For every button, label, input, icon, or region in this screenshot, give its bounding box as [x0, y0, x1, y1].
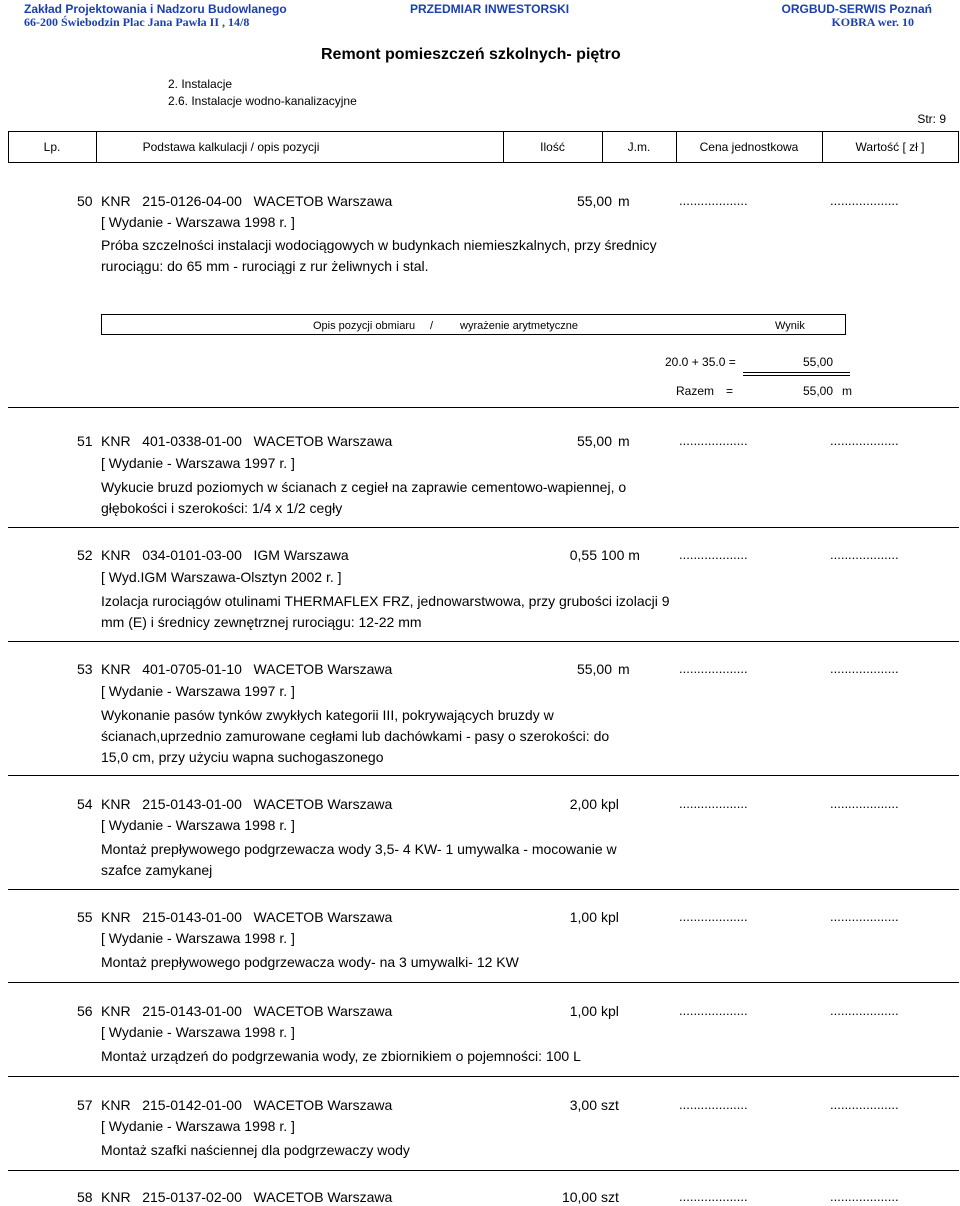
unit-price-placeholder: ...................: [679, 661, 748, 676]
company-name: Zakład Projektowania i Nadzoru Budowlanego: [24, 2, 287, 16]
position-edition: [ Wydanie - Warszawa 1998 r. ]: [101, 214, 295, 230]
position-lp: 52: [77, 547, 93, 563]
position-code: KNR 215-0142-01-00 WACETOB Warszawa: [101, 1097, 393, 1113]
position-qty: 55,00: [576, 433, 612, 449]
position-separator: [8, 889, 959, 890]
measurement-col-result: Wynik: [775, 320, 805, 332]
position-qty: 3,00: [569, 1097, 597, 1113]
measurement-result: 55,00: [803, 355, 834, 369]
position-edition: [ Wydanie - Warszawa 1998 r. ]: [101, 817, 295, 833]
position-qty: 1,00: [569, 1003, 597, 1019]
position-description: Izolacja rurociągów otulinami THERMAFLEX FRZ, jednowarstwowa, przy grubości izolacji 9 mm (E) i średnicy zewnętrznej rurociągu: 12-22 mm: [101, 593, 670, 630]
position-qty: 55,00: [576, 661, 612, 677]
position-unit: szt: [601, 1097, 619, 1113]
value-placeholder: ...................: [830, 661, 899, 676]
position-description: Próba szczelności instalacji wodociągowych w budynkach niemieszkalnych, przy średnicy rurociągu: do 65 mm - rurociągi z rur żeliwnych i stal.: [101, 237, 657, 274]
position-separator: [8, 982, 959, 983]
position-separator: [8, 527, 959, 528]
measurement-total-label: Razem: [676, 384, 715, 398]
position-unit: kpl: [601, 796, 619, 812]
value-placeholder: ...................: [830, 1003, 899, 1018]
position-code: KNR 401-0705-01-10 WACETOB Warszawa: [101, 661, 393, 677]
position-lp: 51: [77, 433, 93, 449]
position-separator: [8, 1076, 959, 1077]
doc-type: PRZEDMIAR INWESTORSKI: [410, 2, 570, 16]
col-price: Cena jednostkowa: [699, 140, 799, 154]
col-lp: Lp.: [43, 140, 61, 154]
value-placeholder: ...................: [830, 796, 899, 811]
unit-price-placeholder: ...................: [679, 1189, 748, 1204]
measurement-col-sep: /: [430, 320, 434, 332]
value-placeholder: ...................: [830, 909, 899, 924]
position-code: KNR 215-0126-04-00 WACETOB Warszawa: [101, 193, 393, 209]
value-placeholder: ...................: [830, 433, 899, 448]
position-unit: m: [618, 661, 630, 677]
position-edition: [ Wyd.IGM Warszawa-Olsztyn 2002 r. ]: [101, 569, 342, 585]
position-edition: [ Wydanie - Warszawa 1997 r. ]: [101, 683, 295, 699]
position-code: KNR 215-0137-02-00 WACETOB Warszawa: [101, 1189, 393, 1205]
position-lp: 58: [77, 1189, 93, 1205]
section-label: 2. Instalacje: [168, 77, 233, 91]
measurement-col-desc: Opis pozycji obmiaru: [313, 320, 416, 332]
position-code: KNR 034-0101-03-00 IGM Warszawa: [101, 547, 349, 563]
unit-price-placeholder: ...................: [679, 909, 748, 924]
position-description: Montaż urządzeń do podgrzewania wody, ze zbiornikiem o pojemności: 100 L: [101, 1048, 581, 1064]
unit-price-placeholder: ...................: [679, 547, 748, 562]
position-code: KNR 215-0143-01-00 WACETOB Warszawa: [101, 1003, 393, 1019]
document-title: Remont pomieszczeń szkolnych- piętro: [321, 46, 621, 63]
position-code: KNR 215-0143-01-00 WACETOB Warszawa: [101, 796, 393, 812]
value-placeholder: ...................: [830, 193, 899, 208]
position-lp: 53: [77, 661, 93, 677]
position-unit: szt: [601, 1189, 619, 1205]
software-vendor: ORGBUD-SERWIS Poznań: [781, 2, 932, 16]
value-placeholder: ...................: [830, 1189, 899, 1204]
value-placeholder: ...................: [830, 547, 899, 562]
unit-price-placeholder: ...................: [679, 433, 748, 448]
position-qty: 10,00: [561, 1189, 597, 1205]
position-edition: [ Wydanie - Warszawa 1998 r. ]: [101, 1118, 295, 1134]
position-separator: [8, 1170, 959, 1171]
position-unit: kpl: [601, 1003, 619, 1019]
position-separator: [8, 641, 959, 642]
measurement-total-unit: m: [842, 384, 852, 398]
position-unit: m: [618, 433, 630, 449]
position-separator: [8, 407, 959, 408]
position-unit: m: [618, 193, 630, 209]
col-qty: Ilość: [540, 140, 565, 154]
position-description: Montaż prepływowego podgrzewacza wody 3,5- 4 KW- 1 umywalka - mocowanie w szafce zamykanej: [101, 841, 617, 878]
position-lp: 50: [77, 193, 93, 209]
position-lp: 55: [77, 909, 93, 925]
position-unit: 100 m: [601, 547, 640, 563]
position-description: Montaż szafki naściennej dla podgrzewaczy wody: [101, 1142, 410, 1158]
software-version: KOBRA wer. 10: [831, 15, 914, 29]
position-lp: 56: [77, 1003, 93, 1019]
unit-price-placeholder: ...................: [679, 796, 748, 811]
company-address: 66-200 Świebodzin Plac Jana Pawła II , 14/8: [24, 15, 250, 29]
position-lp: 54: [77, 796, 93, 812]
position-qty: 1,00: [569, 909, 597, 925]
measurement-expression: 20.0 + 35.0 =: [665, 355, 736, 369]
position-unit: kpl: [601, 909, 619, 925]
measurement-col-expr: wyrażenie arytmetyczne: [460, 320, 578, 332]
position-qty: 2,00: [569, 796, 597, 812]
position-description: Wykonanie pasów tynków zwykłych kategorii III, pokrywających bruzdy w ścianach,uprzednio zamurowane cegłami lub dachówkami - pasy o szerokości: do 15,0 cm, przy użyciu wapna suchogaszonego: [101, 707, 610, 765]
position-description: Montaż prepływowego podgrzewacza wody- na 3 umywalki- 12 KW: [101, 954, 519, 970]
col-basis: Podstawa kalkulacji / opis pozycji: [142, 140, 320, 154]
position-qty: 0,55: [569, 547, 597, 563]
page-number: Str: 9: [917, 112, 946, 126]
position-edition: [ Wydanie - Warszawa 1998 r. ]: [101, 1024, 295, 1040]
position-lp: 57: [77, 1097, 93, 1113]
subsection-label: 2.6. Instalacje wodno-kanalizacyjne: [168, 94, 357, 108]
position-edition: [ Wydanie - Warszawa 1997 r. ]: [101, 455, 295, 471]
col-unit: J.m.: [627, 140, 651, 154]
position-code: KNR 401-0338-01-00 WACETOB Warszawa: [101, 433, 393, 449]
unit-price-placeholder: ...................: [679, 1003, 748, 1018]
value-placeholder: ...................: [830, 1097, 899, 1112]
measurement-total-eq: =: [726, 384, 734, 398]
col-value: Wartość [ zł ]: [855, 140, 925, 154]
measurement-total-value: 55,00: [803, 384, 834, 398]
position-edition: [ Wydanie - Warszawa 1998 r. ]: [101, 930, 295, 946]
position-qty: 55,00: [576, 193, 612, 209]
position-separator: [8, 775, 959, 776]
position-description: Wykucie bruzd poziomych w ścianach z cegieł na zaprawie cementowo-wapiennej, o głębokości i szerokości: 1/4 x 1/2 cegły: [101, 479, 627, 516]
unit-price-placeholder: ...................: [679, 1097, 748, 1112]
unit-price-placeholder: ...................: [679, 193, 748, 208]
position-code: KNR 215-0143-01-00 WACETOB Warszawa: [101, 909, 393, 925]
